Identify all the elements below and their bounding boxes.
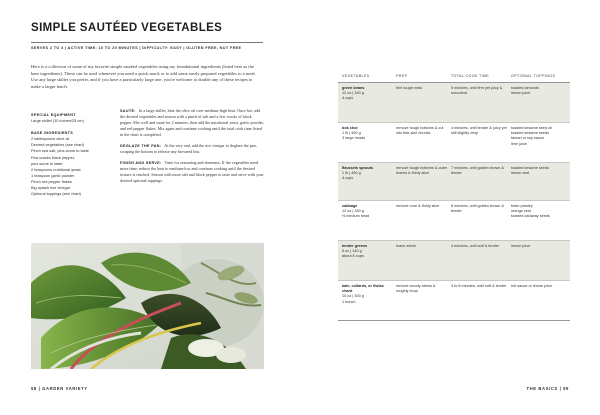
vegetable-name: kale, collards, or Swiss chard — [342, 284, 384, 294]
ingredient-item: plus some to taste — [31, 160, 63, 166]
ingredient-item: Pinch red pepper flakes — [31, 178, 72, 184]
toppings-cell: hot sauce or lemon juice — [511, 284, 553, 288]
ingredient-item: 1 teaspoon garlic powder — [31, 172, 75, 178]
ingredient-item: Big splash rice vinegar — [31, 185, 71, 191]
column-header: PREP — [396, 74, 408, 78]
vegetable-name: Brussels sprouts — [342, 166, 374, 170]
equipment-heading: SPECIAL EQUIPMENT — [31, 113, 76, 117]
ingredient-item: 2 tablespoons olive oil — [31, 136, 70, 142]
toppings-cell: fresh parsley orange zest toasted caraway seeds — [511, 204, 550, 219]
step-heading: SAUTÉ: — [120, 109, 136, 113]
vegetable-qty: ½ medium head — [342, 214, 370, 219]
vegetable-qty: 1 lb | 450 g — [342, 171, 361, 176]
vegetables-photo — [31, 243, 264, 369]
method-step — [120, 160, 264, 184]
vegetable-qty: about 8 cups — [342, 254, 364, 259]
vegetable-qty: 12 oz | 340 g — [342, 91, 364, 96]
ingredient-item: Pinch sea salt, plus some to taste — [31, 148, 89, 154]
method-step — [120, 108, 264, 138]
equipment-text: Large skillet (10 inches/25 cm) — [31, 118, 84, 124]
recipe-intro: Here is a collection of some of my favorite simple sautéed vegetables using my foundational ingredients (listed here as the base ingredients). These can be used whenever you need a quick snack or to add some easily prepared vegetables to a meal. Use any large skillet you prefer, and if you have a particularly large one, you're welcome to double any of these recipes to make a larger batch. — [31, 64, 256, 89]
vegetable-cell — [342, 86, 392, 102]
prep-cell: remove tough bottoms & cut into bite-size chunks — [396, 126, 444, 136]
right-page — [300, 0, 600, 415]
prep-cell: remove tough bottoms & outer leaves & thinly slice — [396, 166, 448, 176]
ingredient-item: Few cracks black pepper, — [31, 154, 75, 160]
table-row — [338, 281, 570, 321]
table-row — [338, 83, 570, 123]
ingredients-column — [31, 112, 111, 203]
ingredient-item: Optional toppings (see chart) — [31, 191, 81, 197]
toppings-cell: toasted sesame seeds lemon zest — [511, 166, 549, 176]
vegetable-qty: 10 oz | 300 g — [342, 294, 364, 299]
table-row — [338, 241, 570, 281]
table-row — [338, 123, 570, 163]
prep-cell: trim tough ends — [396, 86, 423, 90]
cook-time-cell: 4 to 8 minutes, until soft & tender — [451, 284, 507, 288]
toppings-cell: lemon juice — [511, 244, 531, 248]
prep-cell: remove core & thinly slice — [396, 204, 440, 208]
vegetable-cell — [342, 284, 392, 305]
equipment-section — [31, 112, 111, 124]
vegetable-qty: 5 oz | 140 g — [342, 249, 362, 254]
table-row — [338, 163, 570, 201]
vegetable-name: bok choi — [342, 126, 358, 130]
method-step — [120, 143, 264, 155]
table-row — [338, 201, 570, 241]
vegetables-photo-illustration — [31, 243, 264, 369]
ingredient-item: Desired vegetables (see chart) — [31, 142, 84, 148]
toppings-cell: toasted almonds lemon juice — [511, 86, 539, 96]
vegetable-cell — [342, 204, 392, 220]
method-column — [120, 108, 264, 189]
vegetable-qty: 1 lb | 450 g — [342, 131, 361, 136]
vegetable-cell — [342, 126, 392, 142]
step-text: At the very end, add the rice vinegar to deglaze the pan, scraping the bottom to release any browned bits. — [120, 143, 257, 154]
vegetable-qty: 1 bunch — [342, 299, 356, 304]
column-header: VEGETABLES — [342, 74, 370, 78]
vegetable-cell — [342, 244, 392, 260]
column-header: TOTAL COOK TIME — [451, 74, 490, 78]
prep-cell: leave whole — [396, 244, 417, 248]
recipe-meta: SERVES 2 TO 4 | ACTIVE TIME: 10 TO 20 MINUTES | DIFFICULTY: EASY | GLUTEN FREE, NUT FREE — [31, 42, 263, 50]
ingredient-item: 2 teaspoons nutritional yeast — [31, 166, 81, 172]
chart-header-row — [338, 71, 570, 83]
step-text: In a large skillet, heat the olive oil over medium-high heat. Once hot, add the desired vegetables and season with a pinch of salt and a few cracks of black pepper. Mix well and sauté for 2 minutes, then add the nutritional yeast, garlic powder, and red pepper flakes. Mix again and continue cooking until the total cook time listed in the chart is completed. — [120, 108, 264, 137]
vegetable-qty: 3 large heads — [342, 136, 366, 141]
step-text: Taste for seasoning and doneness. If the vegetables need more time, reduce the heat to medium-low and continue cooking until the desired texture is reached. Season with more salt and black pepper to taste and serve with your desired optional toppings. — [120, 160, 264, 183]
recipe-title: SIMPLE SAUTÉED VEGETABLES — [31, 22, 223, 34]
vegetable-name: cabbage — [342, 204, 358, 208]
cook-time-cell: 4 minutes, until tender & juicy yet still slightly crisp — [451, 126, 507, 136]
step-heading: FINISH AND SERVE: — [120, 161, 162, 165]
vegetable-chart — [338, 71, 570, 321]
page-folio-right: THE BASICS | 59 — [526, 386, 569, 391]
page-folio-left: 58 | GARDEN VARIETY — [31, 386, 88, 391]
vegetable-name: green beans — [342, 86, 365, 90]
column-header: OPTIONAL TOPPINGS — [511, 74, 556, 78]
prep-cell: remove woody stems & roughly chop — [396, 284, 436, 294]
vegetable-name: tender greens — [342, 244, 368, 248]
cook-time-cell: 8 minutes, until golden brown & tender — [451, 204, 504, 214]
vegetable-qty: 4 cups — [342, 176, 354, 181]
ingredients-heading: BASE INGREDIENTS — [31, 131, 74, 136]
ingredients-section — [31, 130, 111, 197]
toppings-cell: toasted sesame seed oil toasted sesame seeds tamari or soy sauce lime juice — [511, 126, 552, 146]
cook-time-cell: 5 minutes, until firm yet juicy & succulent — [451, 86, 503, 96]
vegetable-qty: 12 oz | 340 g — [342, 209, 364, 214]
vegetable-qty: 4 cups — [342, 96, 354, 101]
cook-time-cell: 4 minutes, until soft & tender — [451, 244, 500, 248]
step-heading: DEGLAZE THE PAN: — [120, 144, 162, 148]
cook-time-cell: 7 minutes, until golden brown & tender — [451, 166, 504, 176]
vegetable-cell — [342, 166, 392, 182]
